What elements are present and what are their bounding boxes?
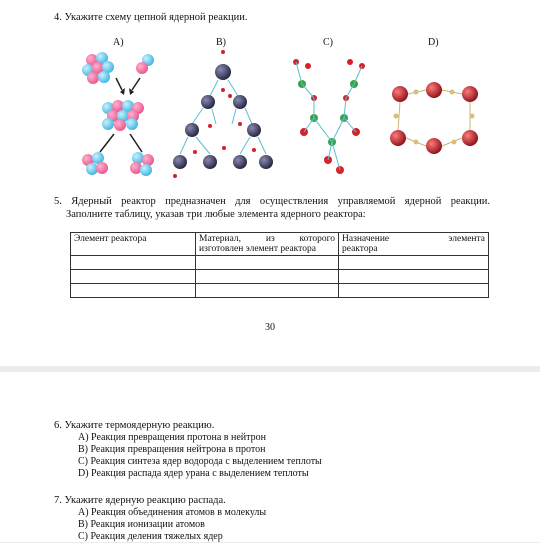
reactor-table: [70, 232, 489, 298]
table-cell[interactable]: [196, 256, 339, 270]
q7-option-c[interactable]: C) Реакция деления тяжелых ядер: [78, 531, 223, 542]
table-row: [71, 256, 489, 270]
q7-option-b[interactable]: B) Реакция ионизации атомов: [78, 519, 205, 530]
option-label-a: A): [113, 37, 124, 48]
table-row: [71, 270, 489, 284]
table-header-row: [71, 233, 489, 256]
page-number: 30: [265, 322, 275, 333]
q5-number: 5.: [54, 196, 62, 207]
option-label-b: B): [216, 37, 226, 48]
q7-text: Укажите ядерную реакцию распада.: [64, 495, 226, 506]
q6-text: Укажите термоядерную реакцию.: [64, 420, 215, 431]
q7-option-a[interactable]: A) Реакция объединения атомов в молекулы: [78, 507, 267, 518]
table-cell[interactable]: [339, 256, 489, 270]
table-cell[interactable]: [71, 270, 196, 284]
header-material: Материал, из которого изготовлен элемент реактора: [196, 233, 339, 256]
option-label-c: C): [323, 37, 333, 48]
diagram-b: [170, 48, 276, 184]
table-cell[interactable]: [339, 270, 489, 284]
q6-option-b[interactable]: B) Реакция превращения нейтрона в протон: [78, 444, 266, 455]
q7-number: 7.: [54, 495, 62, 506]
table-cell[interactable]: [71, 256, 196, 270]
table-cell[interactable]: [71, 284, 196, 298]
table-row: [71, 284, 489, 298]
q4-number: 4.: [54, 12, 62, 23]
option-label-d: D): [428, 37, 439, 48]
q6-option-c[interactable]: C) Реакция синтеза ядер водорода с выделением теплоты: [78, 456, 322, 467]
q5-line2: Заполните таблицу, указав три любые элемента ядерного реактора:: [66, 209, 366, 220]
question-4: [54, 11, 248, 24]
header-element: Элемент реактора: [71, 233, 196, 256]
q4-text: Укажите схему цепной ядерной реакции.: [64, 12, 248, 23]
diagram-a: [78, 48, 162, 184]
q6-number: 6.: [54, 420, 62, 431]
table-cell[interactable]: [196, 270, 339, 284]
page-2: [0, 372, 540, 542]
q6-option-a[interactable]: A) Реакция превращения протона в нейтрон: [78, 432, 266, 443]
question-7: [54, 494, 266, 543]
header-purpose: Назначение элемента реактора: [339, 233, 489, 256]
question-6: [54, 419, 322, 480]
question-5: [54, 195, 490, 221]
table-cell[interactable]: [339, 284, 489, 298]
nucleus-cluster: [82, 52, 114, 84]
diagram-c: [284, 48, 372, 184]
diagram-d: [384, 48, 484, 184]
q5-line1: Ядерный реактор предназначен для осуществления управляемой ядерной реакции.: [71, 196, 490, 207]
q6-option-d[interactable]: D) Реакция распада ядер урана с выделением теплоты: [78, 468, 309, 479]
table-cell[interactable]: [196, 284, 339, 298]
